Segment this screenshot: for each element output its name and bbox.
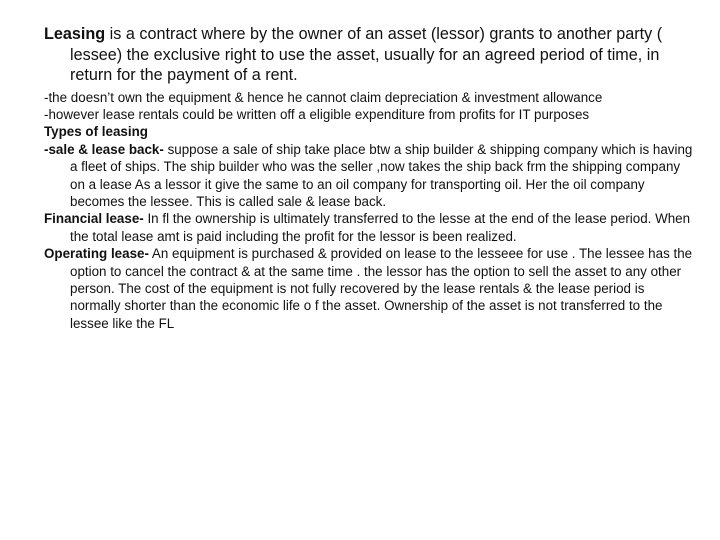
leasing-term: Leasing — [44, 25, 106, 43]
type-operating-lease — [44, 245, 694, 332]
intro-paragraph — [44, 24, 694, 86]
operating-lease-text: An equipment is purchased & provided on lease to the lesseee for use . The lessee has the option to cancel the contract & at the same time . the lessor has the option to sell the asset to any other person. The cost of the equipment is not fully recovered by the lease rentals & the lease period is normally shorter than the economic life o f the asset. Ownership of the asset is not transferred to the lessee like the FL — [70, 246, 693, 331]
financial-lease-term: Financial lease- — [44, 211, 144, 227]
types-heading: Types of leasing — [44, 124, 148, 140]
note-depreciation: -the doesn’t own the equipment & hence he cannot claim depreciation & investment allowance — [44, 89, 603, 105]
sale-lease-back-text: suppose a sale of ship take place btw a ship builder & shipping company which is having a fleet of ships. The ship builder who was the seller ,now takes the ship back frm the shipping company on a lease As a lessor it give the same to an oil company for transporting oil. Her the oil company becomes the lessee. This is called sale & lease back. — [70, 141, 693, 209]
sale-lease-back-term: -sale & lease back- — [44, 141, 164, 157]
note-lease-rentals: -however lease rentals could be written off a eligible expenditure from profits for IT purposes — [44, 106, 590, 122]
operating-lease-term: Operating lease- — [44, 246, 149, 262]
type-sale-lease-back — [44, 141, 694, 211]
financial-lease-text: In fl the ownership is ultimately transferred to the lesse at the end of the lease period. When the total lease amt is paid including the profit for the lessor is been realized. — [70, 211, 691, 244]
type-financial-lease — [44, 210, 694, 245]
intro-text: is a contract where by the owner of an asset (lessor) grants to another party ( lessee) the exclusive right to use the asset, usually for an agreed period of time, in return for the payment of a rent. — [70, 25, 663, 84]
